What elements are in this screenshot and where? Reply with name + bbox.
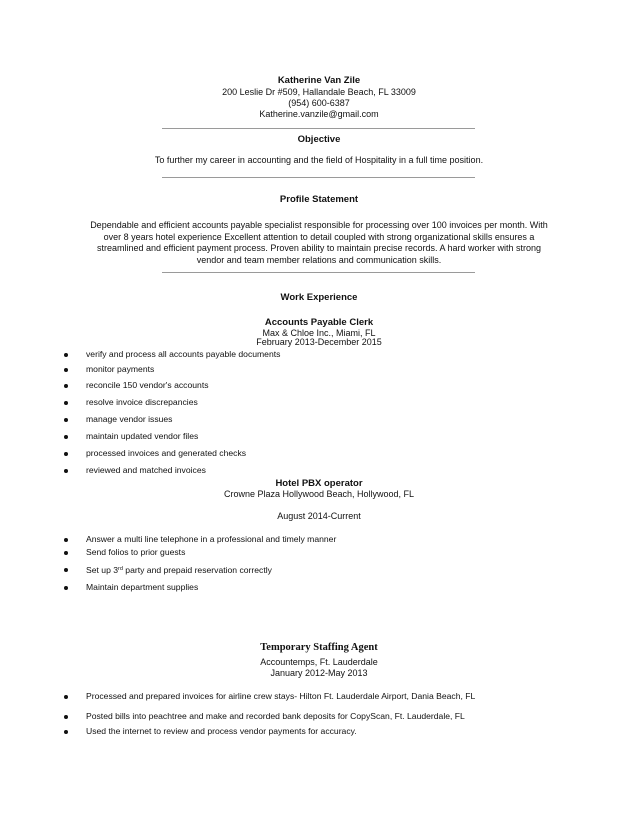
job-dates: August 2014-Current bbox=[277, 511, 361, 521]
profile-heading: Profile Statement bbox=[279, 194, 359, 205]
divider bbox=[162, 177, 475, 178]
bullet-icon bbox=[64, 353, 68, 357]
job-company: Accountemps, Ft. Lauderdale bbox=[260, 657, 378, 667]
objective-text: To further my career in accounting and the field of Hospitality in a full time position. bbox=[154, 155, 484, 165]
bullet-icon bbox=[64, 715, 68, 719]
bullet-icon bbox=[64, 568, 68, 572]
address: 200 Leslie Dr #509, Hallandale Beach, FL 33009 bbox=[222, 87, 416, 97]
email: Katherine.vanzile@gmail.com bbox=[259, 109, 379, 119]
profile-line: over 8 years hotel experience Excellent attention to detail coupled with strong organizational skills ensures a bbox=[103, 231, 535, 242]
bullet-icon bbox=[64, 586, 68, 590]
profile-statement bbox=[66, 220, 572, 266]
bullet-icon bbox=[64, 538, 68, 542]
bullet-icon bbox=[64, 368, 68, 372]
bullet-icon bbox=[64, 452, 68, 456]
phone: (954) 600-6387 bbox=[288, 98, 350, 108]
objective-heading: Objective bbox=[297, 134, 341, 145]
bullet-icon bbox=[64, 435, 68, 439]
bullet-icon bbox=[64, 401, 68, 405]
profile-line: streamlined and efficient payment process. Proven ability to maintain precise records. A hard worker with strong bbox=[96, 243, 542, 253]
job-title: Temporary Staffing Agent bbox=[260, 642, 378, 653]
job-dates: January 2012-May 2013 bbox=[270, 668, 368, 678]
job-title: Hotel PBX operator bbox=[275, 478, 363, 489]
bullet-icon bbox=[64, 695, 68, 699]
job-company: Max & Chloe Inc., Miami, FL bbox=[262, 328, 376, 338]
work-heading: Work Experience bbox=[280, 292, 358, 303]
divider bbox=[162, 128, 475, 129]
job-dates: February 2013-December 2015 bbox=[256, 337, 382, 347]
bullet-icon bbox=[64, 551, 68, 555]
divider bbox=[162, 272, 475, 273]
bullet-icon bbox=[64, 418, 68, 422]
job-title: Accounts Payable Clerk bbox=[264, 317, 374, 328]
bullet-icon bbox=[64, 730, 68, 734]
candidate-name: Katherine Van Zile bbox=[277, 75, 361, 86]
job-company: Crowne Plaza Hollywood Beach, Hollywood, FL bbox=[223, 489, 415, 499]
profile-line: Dependable and efficient accounts payable specialist responsible for processing over 100 invoices per month. With bbox=[90, 220, 548, 230]
bullet-icon bbox=[64, 469, 68, 473]
profile-line: vendor and team member relations and communication skills. bbox=[196, 254, 442, 265]
bullet-icon bbox=[64, 384, 68, 388]
